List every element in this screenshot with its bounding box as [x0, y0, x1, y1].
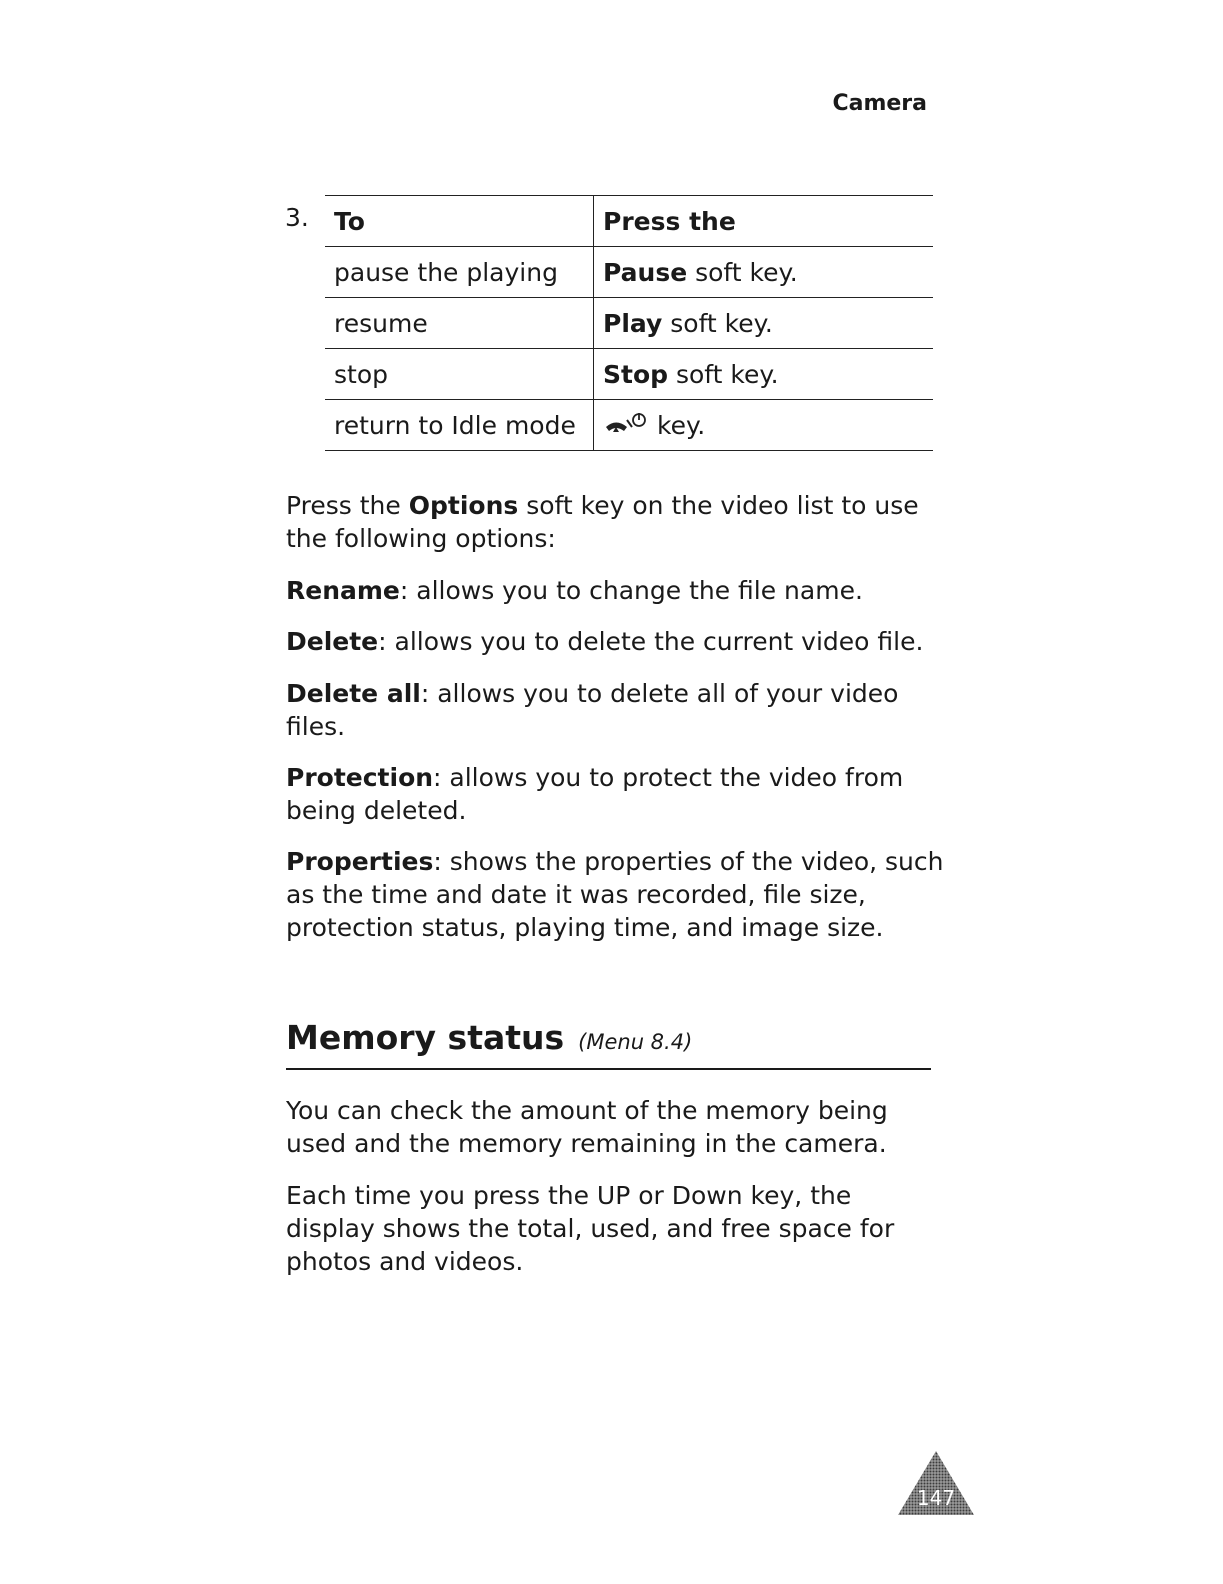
key-suffix: soft key.	[695, 257, 798, 287]
option-term: Protection	[286, 763, 434, 792]
action-cell: pause the playing	[325, 247, 594, 298]
memory-paragraph: Each time you press the UP or Down key, the display shows the total, used, and free space for photos and videos.	[286, 1181, 895, 1276]
section-heading	[286, 1018, 931, 1070]
key-name: Play	[603, 308, 663, 338]
menu-reference: (Menu 8.4)	[578, 1030, 693, 1054]
key-suffix: key.	[657, 410, 706, 440]
action-cell: stop	[325, 349, 594, 400]
option-rename	[286, 574, 946, 607]
section-header: Camera	[832, 91, 927, 116]
options-intro: Press the Options soft key on the video list to use the following options:	[286, 491, 919, 553]
key-suffix: soft key.	[670, 308, 773, 338]
step-number: 3.	[285, 203, 309, 232]
page-number-badge	[896, 1449, 976, 1517]
section-title: Memory status	[286, 1018, 565, 1057]
key-name: Stop	[603, 359, 669, 389]
key-cell	[594, 247, 934, 298]
option-term: Properties	[286, 847, 434, 876]
column-header-press: Press the	[594, 196, 934, 247]
option-protection	[286, 761, 916, 827]
table-row	[325, 349, 933, 400]
key-cell	[594, 349, 934, 400]
option-term: Delete all	[286, 679, 421, 708]
table-row	[325, 400, 933, 451]
page-number: 147	[916, 1486, 956, 1510]
option-description: : allows you to change the file name.	[399, 576, 863, 605]
key-cell	[594, 400, 934, 451]
option-description: : shows the properties of the video, such as the time and date it was recorded, file size, protection status, playing time, and image size.	[286, 847, 944, 942]
table-header-row	[325, 196, 933, 247]
key-name: Pause	[603, 257, 688, 287]
key-suffix: soft key.	[675, 359, 779, 389]
table-row	[325, 298, 933, 349]
option-properties	[286, 845, 946, 944]
option-delete-all	[286, 677, 906, 743]
option-description: : allows you to protect the video from being deleted.	[286, 763, 904, 825]
option-description: : allows you to delete the current video file.	[378, 627, 924, 656]
option-term: Delete	[286, 627, 379, 656]
key-cell	[594, 298, 934, 349]
option-term: Rename	[286, 576, 400, 605]
action-cell: resume	[325, 298, 594, 349]
column-header-to: To	[325, 196, 594, 247]
options-key: Options	[408, 491, 519, 520]
key-function-table	[325, 195, 933, 451]
action-cell: return to Idle mode	[325, 400, 594, 451]
memory-paragraph: You can check the amount of the memory being used and the memory remaining in the camera.	[286, 1096, 888, 1158]
table-row	[325, 247, 933, 298]
option-description: : allows you to delete all of your video files.	[286, 679, 899, 741]
end-call-power-icon	[603, 411, 649, 437]
option-delete	[286, 625, 946, 658]
